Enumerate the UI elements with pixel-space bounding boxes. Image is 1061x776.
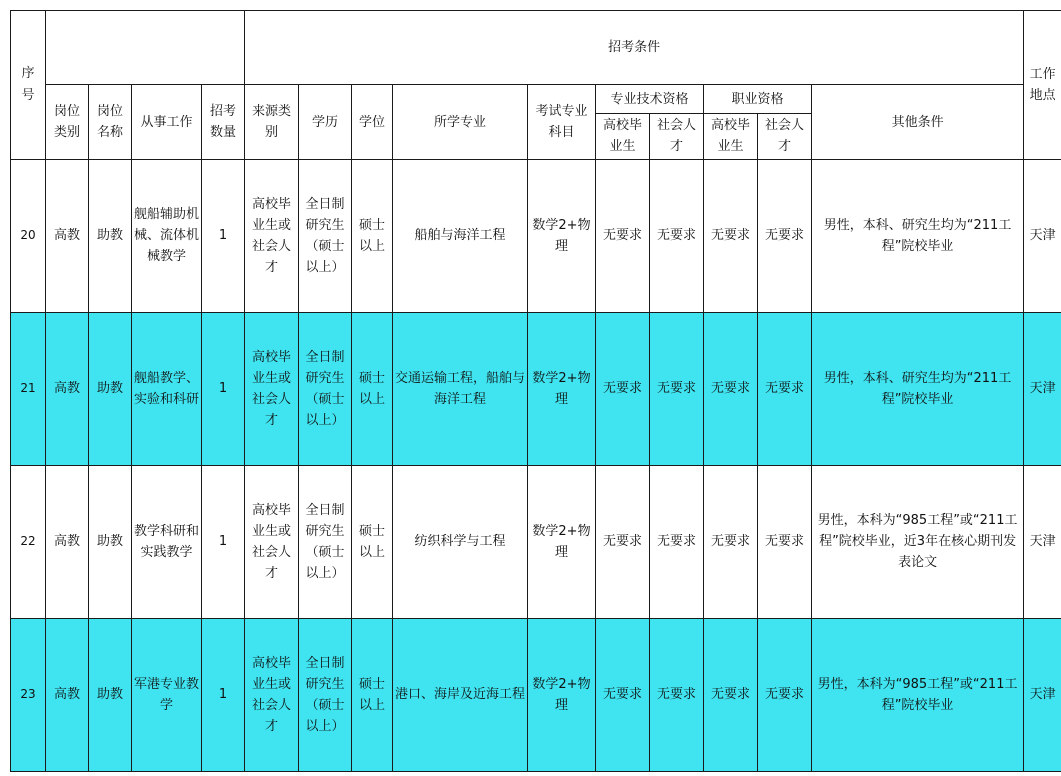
cell-exam: 数学2+物理 [528, 312, 596, 465]
cell-major: 纺织科学与工程 [393, 465, 528, 618]
cell-category: 高教 [46, 618, 89, 771]
header-exam-subjects: 考试专业科目 [528, 85, 596, 159]
header-degree: 学位 [352, 85, 393, 159]
header-vq-society: 社会人才 [758, 113, 812, 159]
cell-exam: 数学2+物理 [528, 465, 596, 618]
header-other-conditions: 其他条件 [812, 85, 1024, 159]
header-seq: 序号 [11, 11, 46, 160]
cell-post-name: 助教 [89, 465, 132, 618]
cell-pt-graduates: 无要求 [596, 312, 650, 465]
cell-source: 高校毕业生或社会人才 [245, 618, 299, 771]
cell-source: 高校毕业生或社会人才 [245, 159, 299, 312]
cell-vq-graduates: 无要求 [704, 159, 758, 312]
cell-seq: 20 [11, 159, 46, 312]
cell-pt-society: 无要求 [650, 618, 704, 771]
cell-source: 高校毕业生或社会人才 [245, 312, 299, 465]
cell-vq-society: 无要求 [758, 618, 812, 771]
header-work-location: 工作地点 [1024, 11, 1061, 160]
cell-location: 天津 [1024, 465, 1061, 618]
header-vq-graduates: 高校毕业生 [704, 113, 758, 159]
header-education: 学历 [299, 85, 352, 159]
table-row [11, 159, 1061, 312]
cell-post-name: 助教 [89, 312, 132, 465]
header-conditions-group: 招考条件 [245, 11, 1024, 85]
cell-pt-society: 无要求 [650, 159, 704, 312]
cell-pt-graduates: 无要求 [596, 618, 650, 771]
cell-pt-graduates: 无要求 [596, 159, 650, 312]
cell-work: 舰船辅助机械、流体机械教学 [132, 159, 202, 312]
header-vocational-group: 职业资格 [704, 85, 812, 113]
cell-education: 全日制研究生（硕士以上） [299, 159, 352, 312]
cell-count: 1 [202, 312, 245, 465]
cell-post-name: 助教 [89, 618, 132, 771]
cell-pt-society: 无要求 [650, 312, 704, 465]
header-post-name: 岗位名称 [89, 85, 132, 159]
table-row [11, 618, 1061, 771]
cell-source: 高校毕业生或社会人才 [245, 465, 299, 618]
cell-education: 全日制研究生（硕士以上） [299, 618, 352, 771]
table-row [11, 465, 1061, 618]
header-row-mid [11, 85, 1061, 113]
cell-degree: 硕士以上 [352, 159, 393, 312]
cell-work: 教学科研和实践教学 [132, 465, 202, 618]
header-recruit-count: 招考数量 [202, 85, 245, 159]
cell-count: 1 [202, 159, 245, 312]
header-source-type: 来源类别 [245, 85, 299, 159]
cell-vq-graduates: 无要求 [704, 618, 758, 771]
cell-degree: 硕士以上 [352, 618, 393, 771]
cell-work: 军港专业教学 [132, 618, 202, 771]
cell-location: 天津 [1024, 159, 1061, 312]
cell-category: 高教 [46, 312, 89, 465]
cell-vq-society: 无要求 [758, 465, 812, 618]
cell-category: 高教 [46, 159, 89, 312]
cell-degree: 硕士以上 [352, 465, 393, 618]
cell-pt-graduates: 无要求 [596, 465, 650, 618]
cell-degree: 硕士以上 [352, 312, 393, 465]
recruitment-table [10, 10, 1061, 772]
cell-major: 港口、海岸及近海工程 [393, 618, 528, 771]
cell-seq: 23 [11, 618, 46, 771]
cell-location: 天津 [1024, 312, 1061, 465]
cell-education: 全日制研究生（硕士以上） [299, 465, 352, 618]
header-pt-society: 社会人才 [650, 113, 704, 159]
cell-count: 1 [202, 465, 245, 618]
cell-count: 1 [202, 618, 245, 771]
header-prof-tech-group: 专业技术资格 [596, 85, 704, 113]
cell-vq-graduates: 无要求 [704, 312, 758, 465]
cell-exam: 数学2+物理 [528, 618, 596, 771]
cell-major: 船舶与海洋工程 [393, 159, 528, 312]
cell-other: 男性，本科、研究生均为“211工程”院校毕业 [812, 159, 1024, 312]
cell-seq: 22 [11, 465, 46, 618]
cell-work: 舰船教学、实验和科研 [132, 312, 202, 465]
cell-location: 天津 [1024, 618, 1061, 771]
header-row-top [11, 11, 1061, 85]
cell-seq: 21 [11, 312, 46, 465]
cell-exam: 数学2+物理 [528, 159, 596, 312]
header-blank [46, 11, 245, 85]
cell-education: 全日制研究生（硕士以上） [299, 312, 352, 465]
cell-other: 男性，本科、研究生均为“211工程”院校毕业 [812, 312, 1024, 465]
header-pt-graduates: 高校毕业生 [596, 113, 650, 159]
cell-other: 男性，本科为“985工程”或“211工程”院校毕业 [812, 618, 1024, 771]
cell-vq-society: 无要求 [758, 312, 812, 465]
cell-vq-graduates: 无要求 [704, 465, 758, 618]
cell-category: 高教 [46, 465, 89, 618]
header-work-content: 从事工作 [132, 85, 202, 159]
cell-major: 交通运输工程，船舶与海洋工程 [393, 312, 528, 465]
cell-other: 男性，本科为“985工程”或“211工程”院校毕业，近3年在核心期刊发表论文 [812, 465, 1024, 618]
cell-post-name: 助教 [89, 159, 132, 312]
table-row [11, 312, 1061, 465]
cell-pt-society: 无要求 [650, 465, 704, 618]
cell-vq-society: 无要求 [758, 159, 812, 312]
header-post-category: 岗位类别 [46, 85, 89, 159]
header-major: 所学专业 [393, 85, 528, 159]
